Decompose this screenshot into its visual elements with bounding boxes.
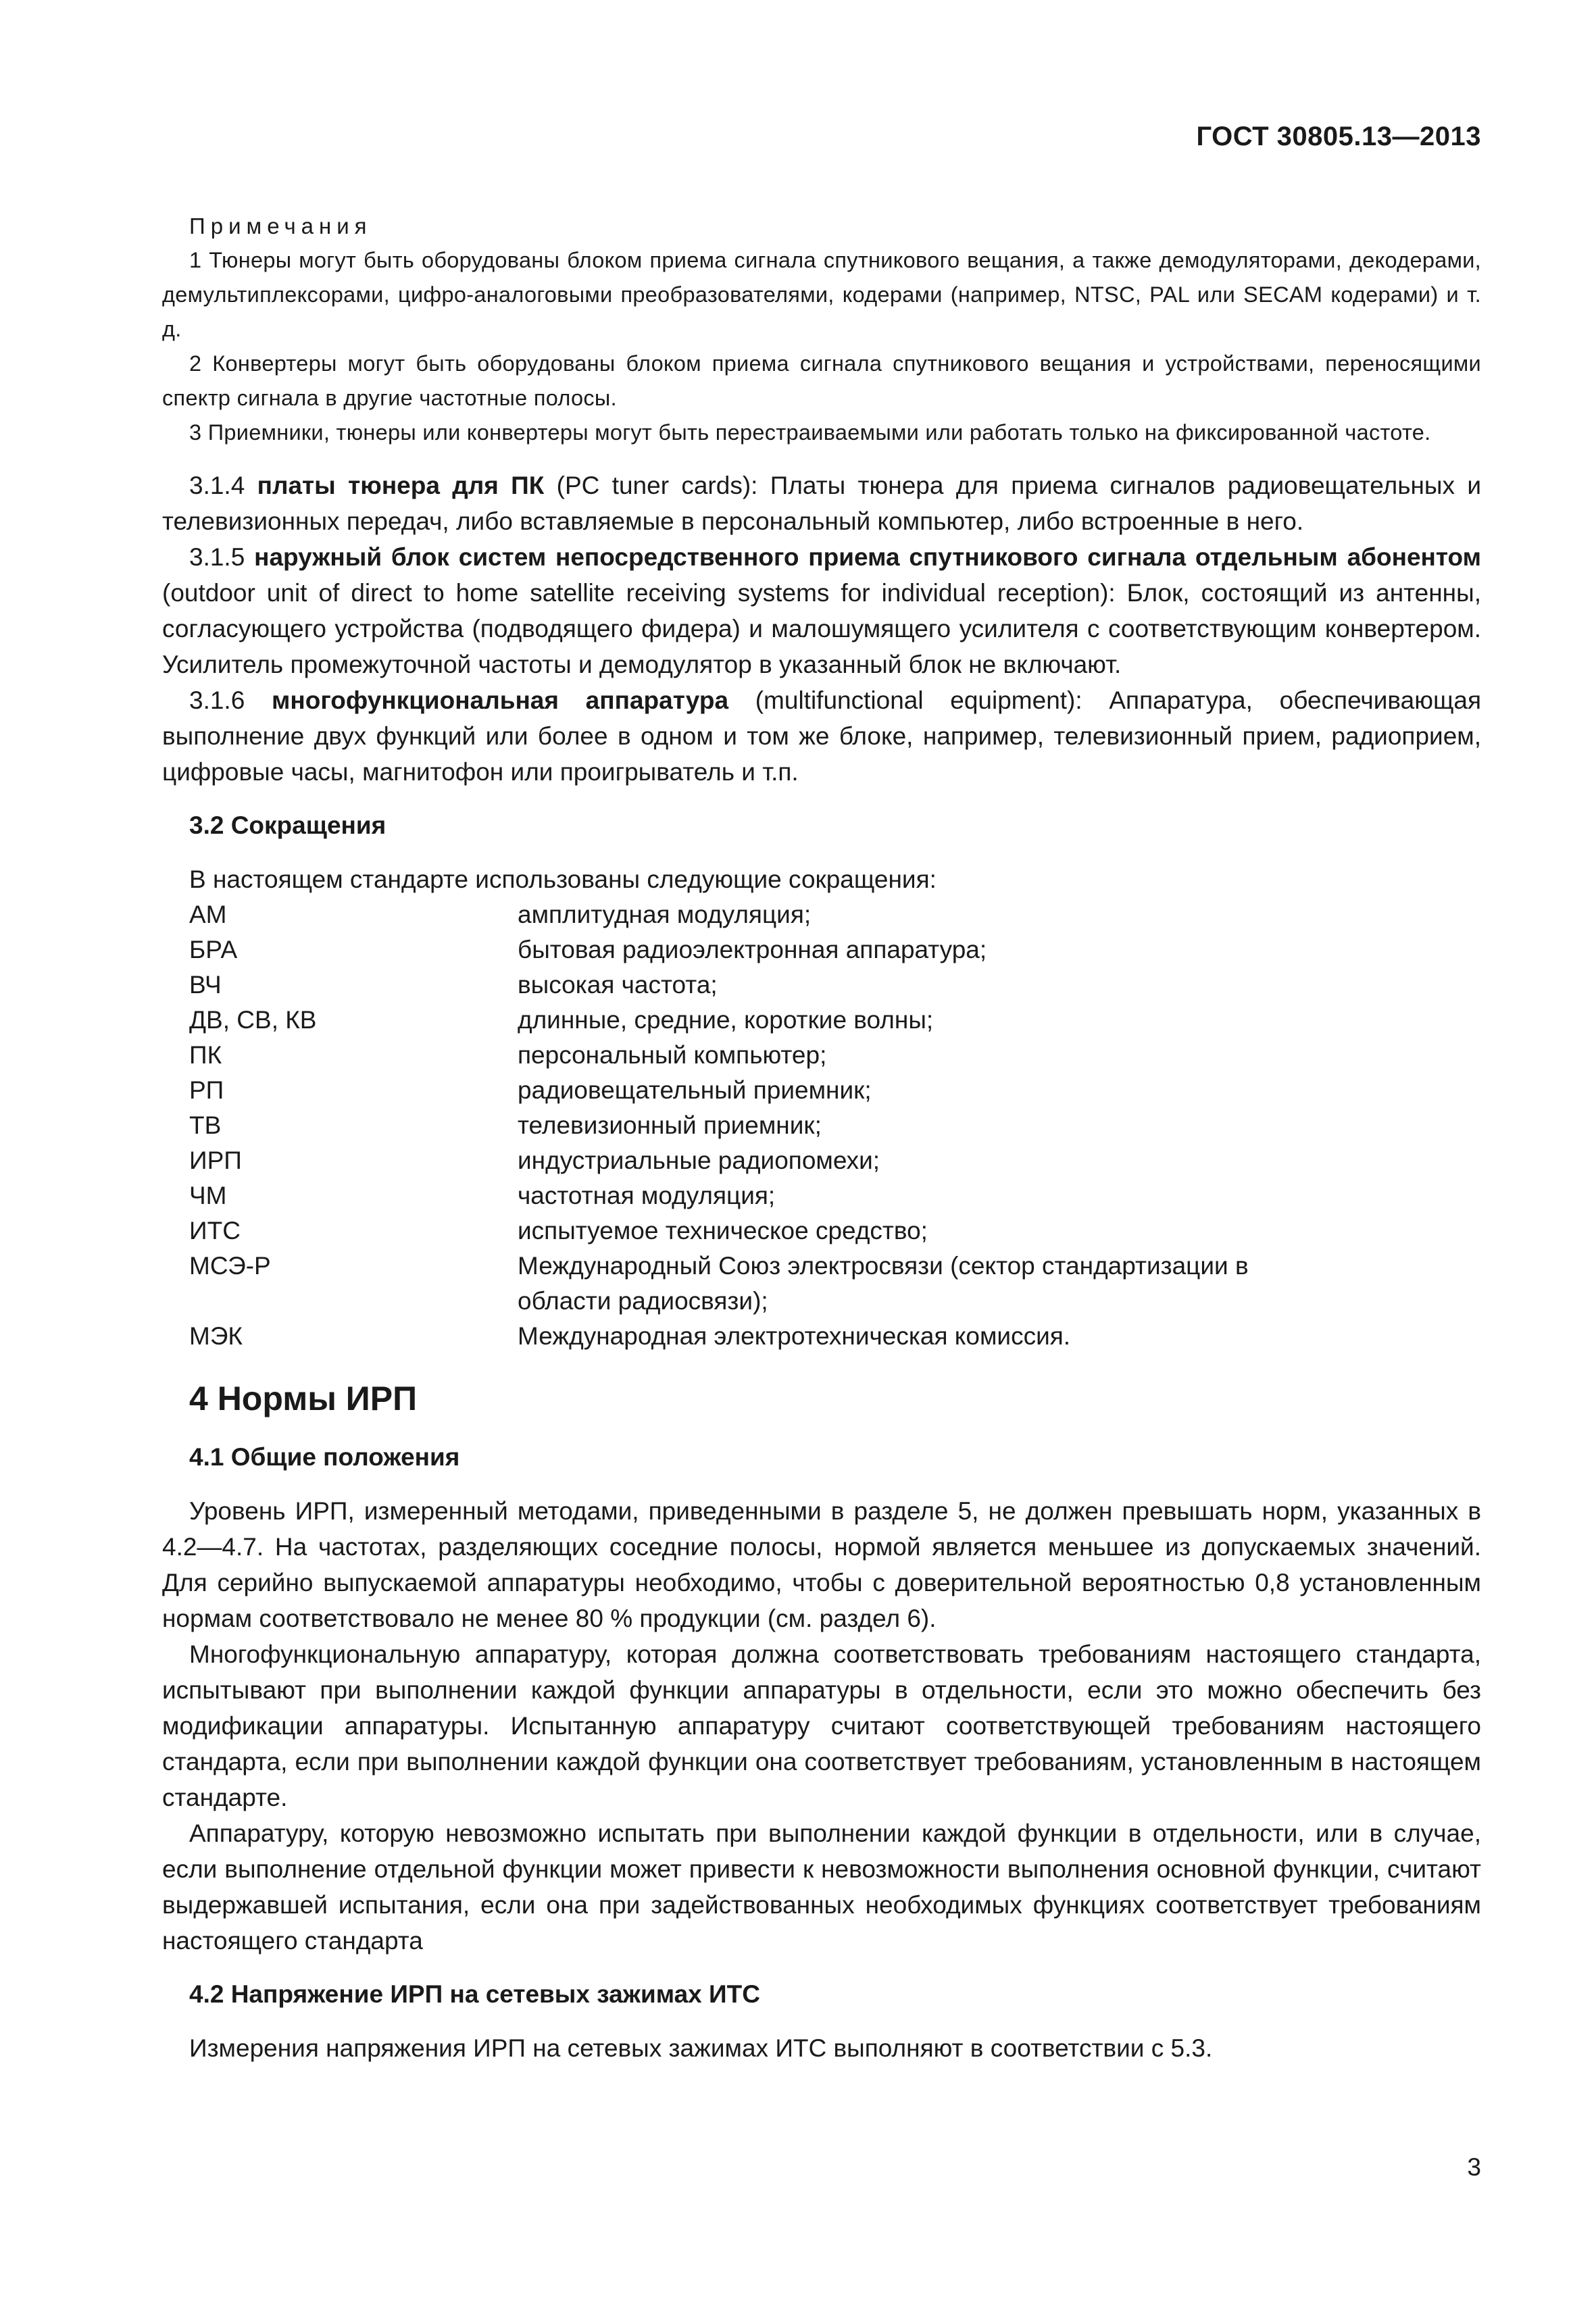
- definition-text: (multifunctional equipment): Аппаратура, обеспечивающая выполнение двух функций или более в одном и том же блоке, например, телевизионный прием, радиоприем, цифровые часы, магнитофон или проигрыватель и т.п.: [162, 686, 1482, 786]
- abbreviations-heading: 3.2 Сокращения: [189, 811, 386, 839]
- abbreviation-definition: персональный компьютер;: [518, 1041, 827, 1069]
- notes-title: Примечания: [189, 213, 372, 238]
- section-4-2-heading: 4.2 Напряжение ИРП на сетевых зажимах ИТС: [189, 1980, 760, 2008]
- abbreviation-definition: испытуемое техническое средство;: [518, 1217, 928, 1244]
- abbreviations-intro: В настоящем стандарте использованы следующие сокращения:: [189, 865, 937, 893]
- abbreviation-term: ИТС: [189, 1217, 241, 1244]
- abbreviation-row: [189, 1108, 1481, 1143]
- abbreviation-definition: индустриальные радиопомехи;: [518, 1147, 880, 1174]
- abbreviation-row: [189, 1073, 1481, 1108]
- section-4-heading: 4 Нормы ИРП: [189, 1380, 418, 1417]
- page-content: [162, 196, 1481, 2066]
- definition-number: 3.1.5: [189, 543, 245, 571]
- definition-text: (PC tuner cards): Платы тюнера для приема сигналов радиовещательных и телевизионных передач, либо вставляемые в персональный компьютер, либо встроенные в него.: [162, 472, 1481, 535]
- abbreviation-term: ТВ: [189, 1111, 222, 1139]
- definition-term: наружный блок систем непосредственного приема спутникового сигнала отдельным абонентом: [254, 543, 1481, 571]
- abbreviation-definition: Международная электротехническая комиссия.: [518, 1322, 1071, 1350]
- definition-3-1-4: [162, 468, 1481, 539]
- abbreviation-row: [189, 897, 1481, 932]
- section-4-1-paragraph: Аппаратуру, которую невозможно испытать при выполнении каждой функции в отдельности, или в случае, если выполнение отдельной функции может привести к невозможности выполнения основной функции, считают выдержавшей испытания, если она при задействованных необходимых функциях соответствует требованиям настоящего стандарта: [162, 1819, 1481, 1955]
- abbreviation-row: [189, 1319, 1481, 1354]
- definition-term: многофункциональная аппаратура: [272, 686, 729, 714]
- section-4-1-paragraph: Уровень ИРП, измеренный методами, приведенными в разделе 5, не должен превышать норм, указанных в 4.2—4.7. На частотах, разделяющих соседние полосы, нормой является меньшее из допускаемых значений. Для серийно выпускаемой аппаратуры необходимо, чтобы с доверительной вероятностью 0,8 установленным нормам соответствовало не менее 80 % продукции (см. раздел 6).: [162, 1497, 1481, 1632]
- note-item: 3 Приемники, тюнеры или конвертеры могут быть перестраиваемыми или работать только на фиксированной частоте.: [189, 420, 1431, 445]
- definition-3-1-5: [162, 539, 1481, 682]
- abbreviation-definition: частотная модуляция;: [518, 1182, 776, 1209]
- section-4-1-heading: 4.1 Общие положения: [189, 1443, 460, 1471]
- abbreviation-definition: бытовая радиоэлектронная аппаратура;: [518, 936, 987, 963]
- abbreviation-term: ЧМ: [189, 1182, 227, 1209]
- abbreviation-row: [189, 1213, 1481, 1249]
- page-number: 3: [1467, 2153, 1481, 2181]
- note-item: 2 Конвертеры могут быть оборудованы блоком приема сигнала спутникового вещания и устройствами, переносящими спектр сигнала в другие частотные полосы.: [162, 351, 1481, 410]
- section-4-2-paragraph: Измерения напряжения ИРП на сетевых зажимах ИТС выполняют в соответствии с 5.3.: [189, 2034, 1213, 2062]
- note-item: 1 Тюнеры могут быть оборудованы блоком приема сигнала спутникового вещания, а также демодуляторами, декодерами, демультиплексорами, цифро-аналоговыми преобразователями, кодерами (например, NTSC, PAL или SECAM кодерами) и т. д.: [162, 248, 1481, 341]
- abbreviation-term: МЭК: [189, 1322, 243, 1350]
- abbreviation-definition: телевизионный приемник;: [518, 1111, 822, 1139]
- abbreviation-definition: Международный Союз электросвязи (сектор стандартизации в области радиосвязи);: [518, 1252, 1249, 1315]
- section-4-1-paragraph: Многофункциональную аппаратуру, которая должна соответствовать требованиям настоящего стандарта, испытывают при выполнении каждой функции аппаратуры в отдельности, если это можно обеспечить без модификации аппаратуры. Испытанную аппаратуру считают соответствующей требованиям настоящего стандарта, если при выполнении каждой функции она соответствует требованиям, установленным в настоящем стандарте.: [162, 1640, 1481, 1811]
- abbreviation-term: ВЧ: [189, 971, 222, 999]
- abbreviation-term: ПК: [189, 1041, 222, 1069]
- abbreviation-term: МСЭ-Р: [189, 1252, 271, 1280]
- abbreviation-row: [189, 1143, 1481, 1178]
- abbreviations-list: [189, 897, 1481, 1354]
- abbreviation-term: РП: [189, 1076, 224, 1104]
- abbreviation-definition: амплитудная модуляция;: [518, 901, 812, 928]
- standard-header: ГОСТ 30805.13—2013: [1196, 122, 1481, 151]
- abbreviation-term: ДВ, СВ, КВ: [189, 1006, 317, 1034]
- abbreviation-row: [189, 1003, 1481, 1038]
- abbreviation-term: БРА: [189, 936, 238, 963]
- abbreviation-row: [189, 932, 1481, 967]
- abbreviation-term: ИРП: [189, 1147, 242, 1174]
- abbreviation-definition: длинные, средние, короткие волны;: [518, 1006, 934, 1034]
- abbreviation-definition: высокая частота;: [518, 971, 718, 999]
- abbreviation-term: АМ: [189, 901, 227, 928]
- definition-3-1-6: [162, 682, 1481, 790]
- definition-number: 3.1.4: [189, 472, 245, 499]
- definition-term: платы тюнера для ПК: [257, 472, 545, 499]
- abbreviation-row: [189, 1178, 1481, 1213]
- abbreviation-row: [189, 967, 1481, 1003]
- definition-text: (outdoor unit of direct to home satellite receiving systems for individual reception): Блок, состоящий из антенны, согласующего устройства (подводящего фидера) и малошумящего усилителя с соответствующим конвертером. Усилитель промежуточной частоты и демодулятор в указанный блок не включают.: [162, 579, 1481, 678]
- definition-number: 3.1.6: [189, 686, 245, 714]
- abbreviation-row: [189, 1249, 1481, 1319]
- abbreviation-definition: радиовещательный приемник;: [518, 1076, 872, 1104]
- abbreviation-row: [189, 1038, 1481, 1073]
